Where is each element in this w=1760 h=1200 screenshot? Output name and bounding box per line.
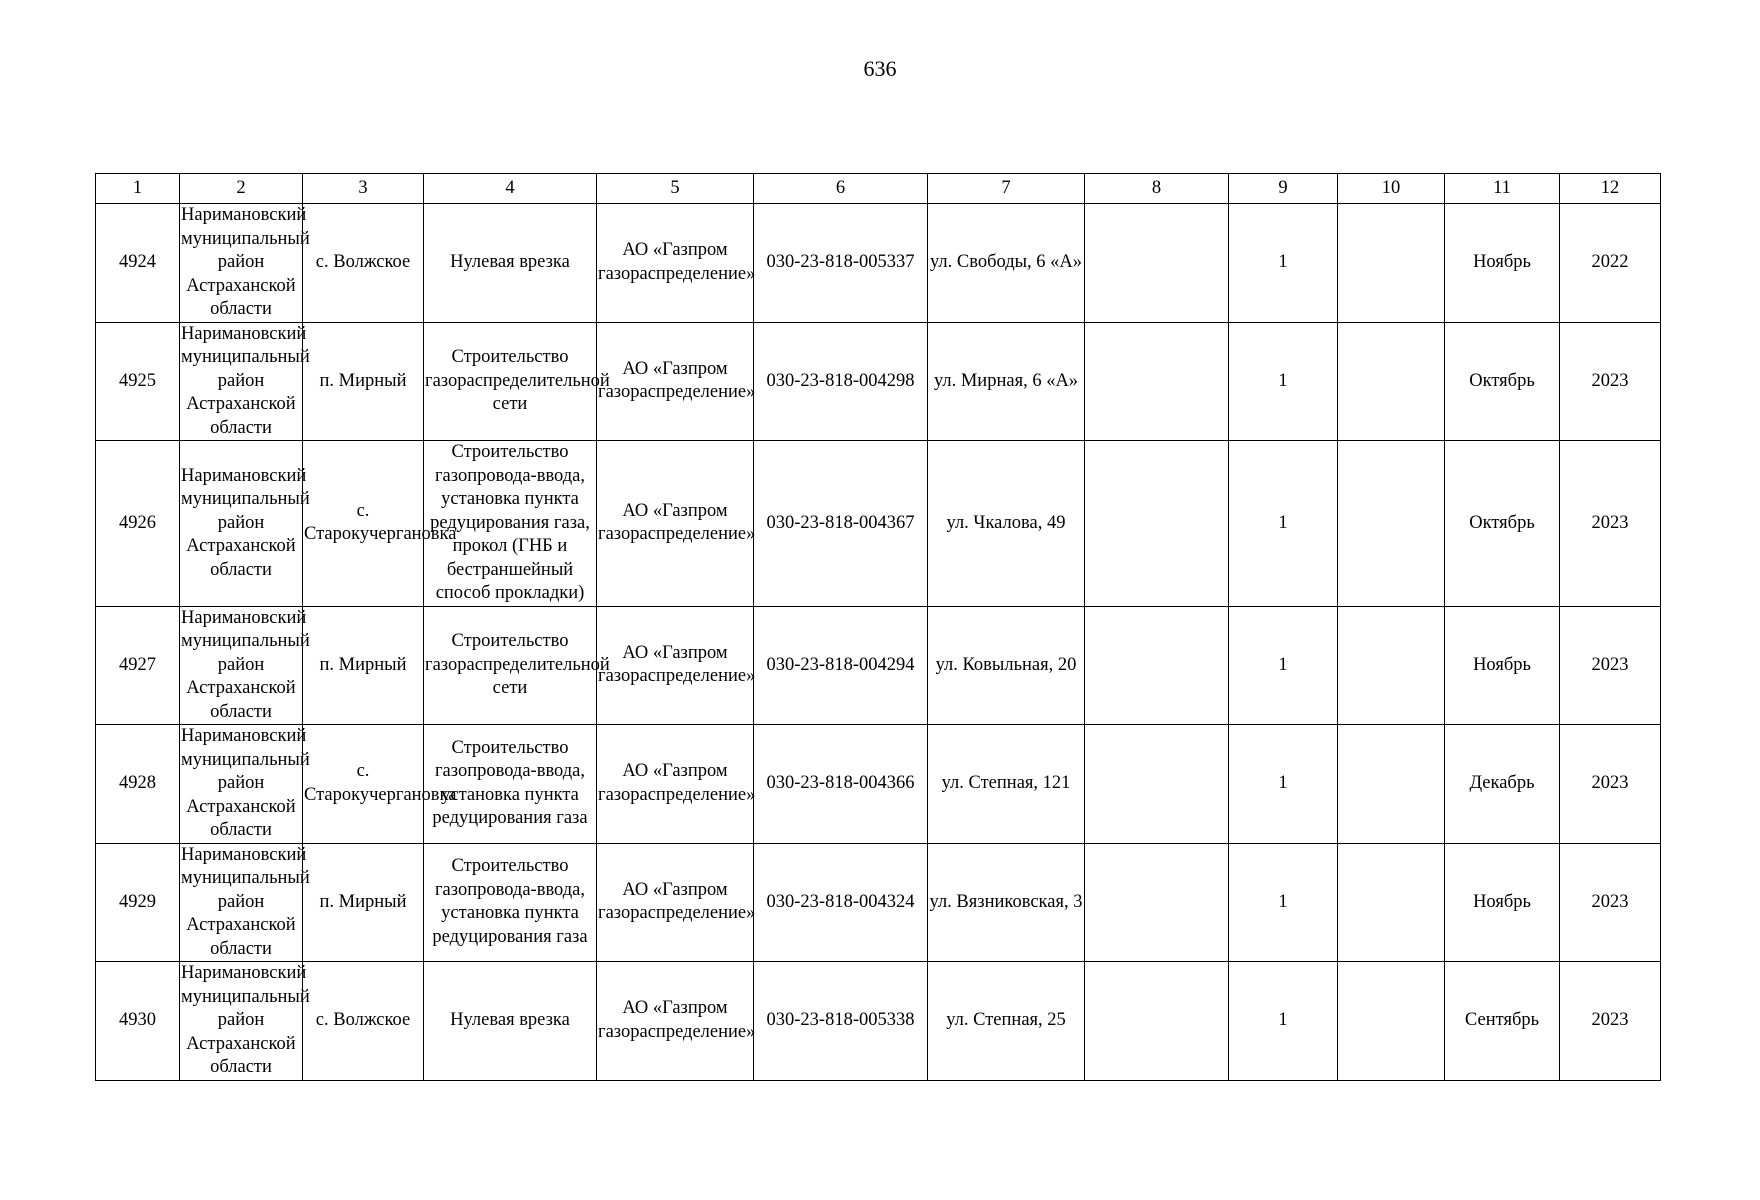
column-8-cell — [1085, 441, 1229, 607]
address-cell: ул. Вязниковская, 3 — [928, 843, 1085, 962]
column-10-cell — [1338, 204, 1445, 323]
settlement-cell: с. Волжское — [303, 962, 424, 1081]
month-cell: Октябрь — [1445, 441, 1560, 607]
organization-cell: АО «Газпром газораспределение» — [597, 322, 754, 441]
header-row — [96, 174, 1661, 204]
year-cell: 2023 — [1560, 441, 1661, 607]
column-10-cell — [1338, 962, 1445, 1081]
work-type-cell: Строительство газораспределительной сети — [424, 322, 597, 441]
row-number: 4925 — [96, 322, 180, 441]
district-cell: Наримановский муниципальный район Астраханской области — [180, 725, 303, 844]
settlement-cell: с. Старокучергановка — [303, 725, 424, 844]
organization-cell: АО «Газпром газораспределение» — [597, 962, 754, 1081]
year-cell: 2023 — [1560, 606, 1661, 725]
year-cell: 2022 — [1560, 204, 1661, 323]
column-10-cell — [1338, 441, 1445, 607]
column-10-cell — [1338, 322, 1445, 441]
district-cell: Наримановский муниципальный район Астраханской области — [180, 843, 303, 962]
month-cell: Сентябрь — [1445, 962, 1560, 1081]
column-10-cell — [1338, 606, 1445, 725]
object-code-cell: 030-23-818-005337 — [754, 204, 928, 323]
object-code-cell: 030-23-818-005338 — [754, 962, 928, 1081]
address-cell: ул. Свободы, 6 «А» — [928, 204, 1085, 323]
column-8-cell — [1085, 962, 1229, 1081]
object-code-cell: 030-23-818-004324 — [754, 843, 928, 962]
gas-connection-table — [95, 173, 1661, 1081]
column-8-cell — [1085, 322, 1229, 441]
column-header: 12 — [1560, 174, 1661, 204]
settlement-cell: п. Мирный — [303, 322, 424, 441]
row-number: 4927 — [96, 606, 180, 725]
table-row — [96, 843, 1661, 962]
column-header: 1 — [96, 174, 180, 204]
year-cell: 2023 — [1560, 725, 1661, 844]
count-cell: 1 — [1229, 962, 1338, 1081]
column-header: 9 — [1229, 174, 1338, 204]
table-row — [96, 322, 1661, 441]
organization-cell: АО «Газпром газораспределение» — [597, 204, 754, 323]
organization-cell: АО «Газпром газораспределение» — [597, 725, 754, 844]
work-type-cell: Нулевая врезка — [424, 962, 597, 1081]
work-type-cell: Строительство газопровода-ввода, установка пункта редуцирования газа, прокол (ГНБ и бестраншейный способ прокладки) — [424, 441, 597, 607]
settlement-cell: п. Мирный — [303, 606, 424, 725]
count-cell: 1 — [1229, 204, 1338, 323]
address-cell: ул. Ковыльная, 20 — [928, 606, 1085, 725]
table-row — [96, 606, 1661, 725]
object-code-cell: 030-23-818-004298 — [754, 322, 928, 441]
organization-cell: АО «Газпром газораспределение» — [597, 606, 754, 725]
page-number: 636 — [863, 56, 897, 81]
row-number: 4929 — [96, 843, 180, 962]
count-cell: 1 — [1229, 441, 1338, 607]
work-type-cell: Строительство газопровода-ввода, установка пункта редуцирования газа — [424, 843, 597, 962]
table-row — [96, 441, 1661, 607]
count-cell: 1 — [1229, 725, 1338, 844]
column-header: 6 — [754, 174, 928, 204]
column-8-cell — [1085, 725, 1229, 844]
address-cell: ул. Мирная, 6 «А» — [928, 322, 1085, 441]
table-row — [96, 725, 1661, 844]
table-row — [96, 962, 1661, 1081]
row-number: 4926 — [96, 441, 180, 607]
settlement-cell: с. Волжское — [303, 204, 424, 323]
district-cell: Наримановский муниципальный район Астраханской области — [180, 962, 303, 1081]
object-code-cell: 030-23-818-004294 — [754, 606, 928, 725]
address-cell: ул. Степная, 25 — [928, 962, 1085, 1081]
row-number: 4924 — [96, 204, 180, 323]
column-header: 7 — [928, 174, 1085, 204]
district-cell: Наримановский муниципальный район Астраханской области — [180, 322, 303, 441]
work-type-cell: Строительство газораспределительной сети — [424, 606, 597, 725]
column-header: 2 — [180, 174, 303, 204]
count-cell: 1 — [1229, 606, 1338, 725]
object-code-cell: 030-23-818-004367 — [754, 441, 928, 607]
district-cell: Наримановский муниципальный район Астраханской области — [180, 606, 303, 725]
month-cell: Ноябрь — [1445, 606, 1560, 725]
column-header: 5 — [597, 174, 754, 204]
settlement-cell: п. Мирный — [303, 843, 424, 962]
organization-cell: АО «Газпром газораспределение» — [597, 441, 754, 607]
month-cell: Ноябрь — [1445, 204, 1560, 323]
month-cell: Декабрь — [1445, 725, 1560, 844]
row-number: 4928 — [96, 725, 180, 844]
year-cell: 2023 — [1560, 843, 1661, 962]
column-10-cell — [1338, 725, 1445, 844]
count-cell: 1 — [1229, 322, 1338, 441]
year-cell: 2023 — [1560, 962, 1661, 1081]
object-code-cell: 030-23-818-004366 — [754, 725, 928, 844]
district-cell: Наримановский муниципальный район Астраханской области — [180, 204, 303, 323]
address-cell: ул. Степная, 121 — [928, 725, 1085, 844]
column-header: 8 — [1085, 174, 1229, 204]
year-cell: 2023 — [1560, 322, 1661, 441]
column-10-cell — [1338, 843, 1445, 962]
row-number: 4930 — [96, 962, 180, 1081]
work-type-cell: Строительство газопровода-ввода, установка пункта редуцирования газа — [424, 725, 597, 844]
settlement-cell: с. Старокучергановка — [303, 441, 424, 607]
address-cell: ул. Чкалова, 49 — [928, 441, 1085, 607]
district-cell: Наримановский муниципальный район Астраханской области — [180, 441, 303, 607]
work-type-cell: Нулевая врезка — [424, 204, 597, 323]
month-cell: Октябрь — [1445, 322, 1560, 441]
table-row — [96, 204, 1661, 323]
column-8-cell — [1085, 843, 1229, 962]
column-8-cell — [1085, 606, 1229, 725]
column-header: 10 — [1338, 174, 1445, 204]
count-cell: 1 — [1229, 843, 1338, 962]
organization-cell: АО «Газпром газораспределение» — [597, 843, 754, 962]
column-8-cell — [1085, 204, 1229, 323]
column-header: 4 — [424, 174, 597, 204]
column-header: 11 — [1445, 174, 1560, 204]
month-cell: Ноябрь — [1445, 843, 1560, 962]
column-header: 3 — [303, 174, 424, 204]
